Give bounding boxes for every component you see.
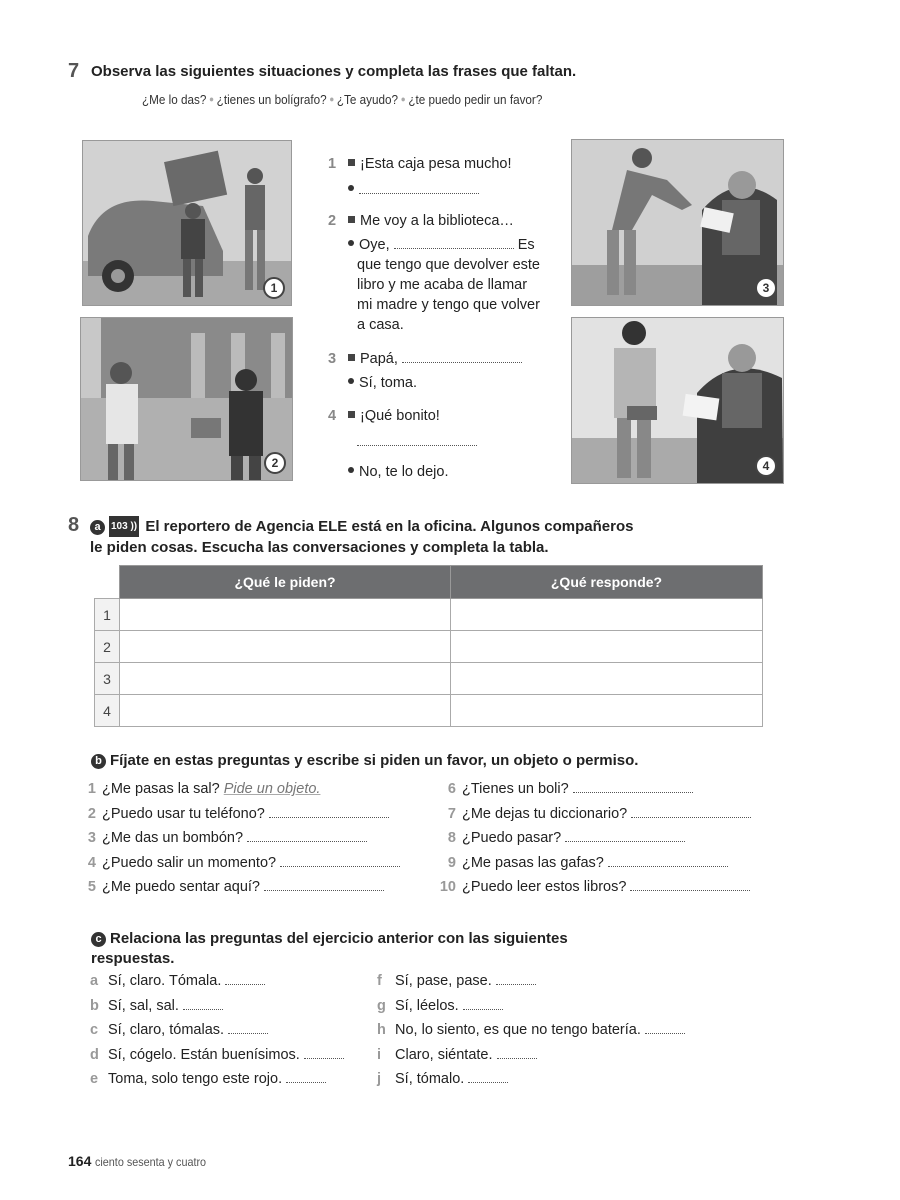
table-header-request: ¿Qué le piden? [120,566,451,599]
sample-answer: Pide un objeto. [223,781,321,797]
response-letter: h [377,1022,386,1038]
answer-blank[interactable] [608,854,728,867]
question-number: 5 [87,879,96,895]
dialogue-2-line2e: mi madre y tengo que volver [357,297,540,313]
question-text: ¿Me dejas tu diccionario? [462,805,628,822]
response-cell[interactable] [451,631,763,663]
match-blank[interactable] [468,1070,508,1083]
dialogue-4-blank[interactable] [357,433,477,446]
answer-blank[interactable] [630,878,750,891]
photo-1-illustration [83,141,291,305]
responses-right [377,969,685,1092]
question-item [76,875,400,900]
response-text: Sí, claro, tómalas. [108,1022,225,1038]
response-item [90,1043,344,1068]
speaker-a-icon [348,411,355,418]
response-letter: c [90,1022,99,1038]
response-item [377,1067,685,1092]
response-letter: f [377,973,382,989]
dialogue-4-line3: No, te lo dejo. [359,464,449,480]
response-text: Sí, cógelo. Están buenísimos. [108,1046,300,1063]
option-2: ¿tienes un bolígrafo? [216,92,327,107]
dialogue-2-line2f: a casa. [357,317,404,333]
page-footer [68,1153,219,1169]
answer-blank[interactable] [573,780,693,793]
speaker-b-icon [348,240,354,246]
question-text: ¿Me pasas las gafas? [462,854,604,871]
instruction-c-line1: Relaciona las preguntas del ejercicio anterior con las siguientes [110,930,568,947]
instruction-c-line2: respuestas. [91,950,175,967]
dialogue-2-line2a: Oye, [359,237,390,253]
table-row [95,695,763,727]
table-header-response: ¿Qué responde? [451,566,763,599]
question-text: ¿Puedo pasar? [462,830,562,846]
question-item [76,826,400,851]
question-item [436,851,751,876]
match-blank[interactable] [463,997,503,1010]
response-cell[interactable] [451,663,763,695]
instruction-b-text: Fíjate en estas preguntas y escribe si piden un favor, un objeto o permiso. [110,752,639,769]
dialogue-3-line1: Papá, [360,351,398,367]
question-item [76,851,400,876]
dialogue-2-line1: Me voy a la biblioteca… [360,213,514,229]
option-4: ¿te puedo pedir un favor? [408,92,543,107]
dialogue-2-line2c: que tengo que devolver este [357,257,540,273]
response-cell[interactable] [451,695,763,727]
response-text: Sí, léelos. [395,997,459,1014]
question-item [76,777,400,802]
photo-3-pen [571,139,784,306]
photo-2-label: 2 [264,452,286,474]
speaker-b-icon [348,378,354,384]
answer-blank[interactable] [280,854,400,867]
question-number: 9 [447,854,456,871]
request-cell[interactable] [120,663,451,695]
audio-track: 103 [111,521,128,532]
question-number: 10 [439,879,456,895]
dialogue-1-blank[interactable] [359,181,479,194]
request-cell[interactable] [120,599,451,631]
responses-left [90,969,344,1092]
photo-4-gift [571,317,784,484]
question-text: ¿Tienes un boli? [462,781,569,797]
dialogue-4 [328,406,558,482]
questions-right [436,777,751,900]
speaker-a-icon [348,354,355,361]
exercise-7-options: ¿Me lo das? ● ¿tienes un bolígrafo? ● ¿Te ayudo? ● ¿te puedo pedir un favor? [142,92,543,107]
speaker-b-icon [348,185,354,191]
dialogue-4-line1: ¡Qué bonito! [360,408,440,424]
dialogue-2 [328,211,558,335]
speaker-a-icon [348,216,355,223]
table-row [95,663,763,695]
request-cell[interactable] [120,695,451,727]
question-number: 4 [87,854,96,871]
question-item [76,802,400,827]
exercise-7-number: 7 [68,60,80,82]
response-letter: i [377,1046,382,1063]
response-letter: b [90,997,99,1014]
response-text: Claro, siéntate. [395,1046,493,1063]
response-text: Toma, solo tengo este rojo. [108,1071,283,1087]
question-text: ¿Puedo usar tu teléfono? [102,805,265,822]
question-text: ¿Puedo salir un momento? [102,854,277,871]
photo-2-illustration [81,318,292,480]
response-item [377,994,685,1019]
dialogue-4-number: 4 [328,408,337,424]
question-text: ¿Me pasas la sal? [102,781,220,797]
dialogue-1-line1: ¡Esta caja pesa mucho! [360,156,512,172]
answer-blank[interactable] [264,878,384,891]
answer-blank[interactable] [247,829,367,842]
option-1: ¿Me lo das? [142,92,207,107]
response-letter: e [90,1071,99,1087]
match-blank[interactable] [645,1021,685,1034]
part-a-marker: a [90,520,105,535]
part-c-marker: c [91,932,106,947]
response-item [377,1018,685,1043]
exercise-8b-instruction [91,752,638,769]
photo-3-illustration [572,140,783,305]
question-item [436,777,751,802]
dialogue-1 [328,154,558,200]
question-number: 2 [87,805,96,822]
dialogue-3-blank[interactable] [402,350,522,363]
question-item [436,802,751,827]
response-text: Sí, sal, sal. [108,997,179,1014]
photo-4-illustration [572,318,783,483]
question-text: ¿Me das un bombón? [102,830,244,846]
photo-1-lifting-box [82,140,292,306]
question-number: 8 [447,830,456,846]
response-item [90,969,344,994]
response-cell[interactable] [451,599,763,631]
question-text: ¿Puedo leer estos libros? [462,879,627,895]
question-item [436,875,751,900]
conversation-table [94,565,763,727]
response-item [90,1018,344,1043]
dialogue-2-blank[interactable] [394,236,514,249]
row-number: 2 [95,631,120,663]
exercise-7-instruction: Observa las siguientes situaciones y completa las frases que faltan. [91,63,577,80]
answer-blank[interactable] [631,805,751,818]
page-number-words: ciento sesenta y cuatro [95,1155,207,1169]
question-item [436,826,751,851]
response-letter: j [377,1071,382,1087]
response-text: No, lo siento, es que no tengo batería. [395,1022,641,1038]
answer-blank[interactable] [565,829,685,842]
dialogue-3-line2: Sí, toma. [359,375,418,391]
instruction-a-line2: le piden cosas. Escucha las conversaciones y completa la tabla. [90,539,549,556]
question-text: ¿Me puedo sentar aquí? [102,879,260,895]
option-3: ¿Te ayudo? [336,92,399,107]
match-blank[interactable] [228,1021,268,1034]
speaker-b-icon [348,467,354,473]
response-letter: d [90,1046,99,1063]
question-number: 6 [447,781,456,797]
match-blank[interactable] [497,1046,537,1059]
row-number: 1 [95,599,120,631]
request-cell[interactable] [120,631,451,663]
response-item [377,1043,685,1068]
table-row [95,631,763,663]
dialogue-3 [328,349,558,393]
match-blank[interactable] [304,1046,344,1059]
photo-1-label: 1 [263,277,285,299]
answer-blank[interactable] [269,805,389,818]
response-text: Sí, tómalo. [395,1071,465,1087]
audio-icon[interactable]: 103 )) [109,516,139,537]
exercise-8a-instruction [90,516,634,558]
part-b-marker: b [91,754,106,769]
instruction-a-line1: El reportero de Agencia ELE está en la oficina. Algunos compañeros [145,518,634,535]
dialogue-2-line2d: libro y me acaba de llamar [357,277,528,293]
photo-2-library [80,317,293,481]
exercise-8-number: 8 [68,514,80,536]
response-item [377,969,685,994]
table-row [95,599,763,631]
dialogue-2-line2b: Es [517,237,535,253]
response-item [90,1067,344,1092]
photo-3-label: 3 [755,277,777,299]
questions-left [76,777,400,900]
dialogue-1-number: 1 [328,156,337,172]
photo-4-label: 4 [755,455,777,477]
table-corner [95,566,120,599]
speaker-a-icon [348,159,355,166]
page-number: 164 [68,1153,92,1169]
question-number: 1 [87,781,96,797]
response-letter: a [90,973,99,989]
row-number: 3 [95,663,120,695]
dialogue-3-number: 3 [328,351,337,367]
response-text: Sí, pase, pase. [395,973,492,989]
response-item [90,994,344,1019]
row-number: 4 [95,695,120,727]
match-blank[interactable] [496,972,536,985]
response-letter: g [377,997,386,1014]
match-blank[interactable] [225,972,265,985]
response-text: Sí, claro. Tómala. [108,973,222,989]
question-number: 7 [447,805,456,822]
exercise-8c-instruction [91,929,568,969]
match-blank[interactable] [183,997,223,1010]
dialogue-2-number: 2 [328,213,337,229]
match-blank[interactable] [286,1070,326,1083]
question-number: 3 [87,830,96,846]
